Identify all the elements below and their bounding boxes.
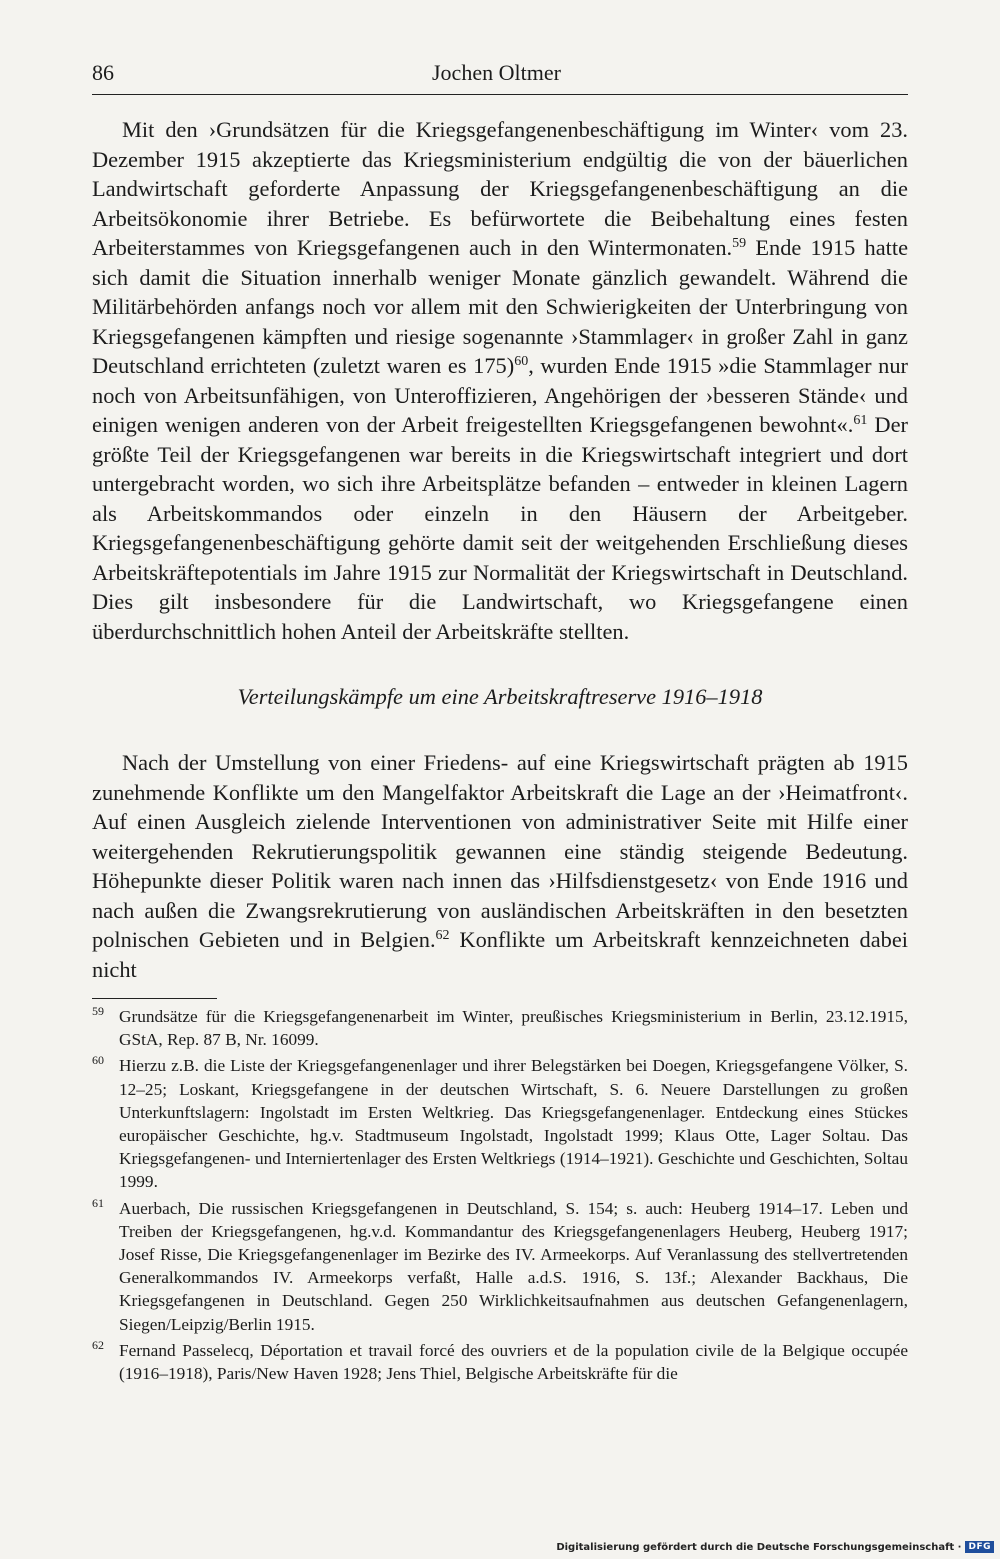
footnote-number: 61 — [92, 1195, 104, 1210]
footnote-reference: 60 — [514, 354, 529, 369]
footnote-divider — [92, 998, 217, 999]
text-run: Mit den ›Grundsätzen für die Kriegsgefangenenbeschäftigung im Winter‹ vom 23. Dezember 1915 akzeptierte das Kriegsministerium endgültig die von der bäuerlichen Landwirtschaft geforderte Anpassung der Kriegsgefangenenbeschäftigung an die Arbeitsökonomie ihrer Betriebe. Es befürwortete die Beibehaltung eines festen Arbeiterstammes von Kriegsgefangenen auch in den Wintermonaten. — [92, 117, 908, 260]
footnote-text: Auerbach, Die russischen Kriegsgefangenen in Deutschland, S. 154; s. auch: Heuberg 1914–17. Leben und Treiben der Kriegsgefangenen, hg.v.d. Kommandantur des Kriegsgefangenenlagers Heuberg, Heuberg 1917; Josef Risse, Die Kriegsgefangenenlager im Bezirke des IV. Armeekorps. Auf Veranlassung des stellvertretenden Generalkommandos IV. Armeekorps verfaßt, Halle a.d.S. 1916, S. 13f.; Alexander Backhaus, Die Kriegsgefangenen in Deutschland. Gegen 250 Wirklichkeitsaufnahmen aus deutschen Gefangenenlagern, Siegen/Leipzig/Berlin 1915. — [119, 1198, 908, 1334]
digitization-notice — [556, 1541, 994, 1553]
page-header — [92, 60, 908, 95]
footnote — [92, 1197, 908, 1336]
footnote-number: 62 — [92, 1337, 104, 1352]
text-run: , wurden Ende 1915 »die Stammlager nur noch von Arbeitsunfähigen, von Unteroffizieren, Angehörigen der ›besseren Stände‹ und einigen wenigen anderen von der Arbeit freigestellten Kriegsgefangenen bewohnt«. — [92, 353, 908, 437]
footnote-reference: 62 — [435, 928, 450, 943]
footnote — [92, 1054, 908, 1193]
page-number: 86 — [92, 60, 114, 85]
section-heading: Verteilungskämpfe um eine Arbeitskraftreserve 1916–1918 — [237, 684, 763, 709]
body-text — [92, 115, 908, 984]
digitization-text: Digitalisierung gefördert durch die Deutsche Forschungsgemeinschaft · — [556, 1541, 962, 1553]
paragraph — [92, 115, 908, 646]
footnote — [92, 1005, 908, 1051]
footnote-text: Grundsätze für die Kriegsgefangenenarbeit im Winter, preußisches Kriegsministerium in Berlin, 23.12.1915, GStA, Rep. 87 B, Nr. 16099. — [119, 1007, 908, 1050]
text-run: Nach der Umstellung von einer Friedens- auf eine Kriegswirtschaft prägten ab 1915 zunehmende Konflikte um den Mangelfaktor Arbeitskraft die Lage an der ›Heimatfront‹. Auf einen Ausgleich zielende Interventionen von administrativer Seite mit Hilfe einer weitergehenden Rekrutierungspolitik gewannen eine ständig steigende Bedeutung. Höhepunkte dieser Politik waren nach innen das ›Hilfsdienstgesetz‹ von Ende 1916 und nach außen die Zwangsrekrutierung von ausländischen Arbeitskräften in den besetzten polnischen Gebieten und in Belgien. — [92, 750, 908, 952]
footnote-number: 60 — [92, 1053, 104, 1068]
footnote-reference: 61 — [853, 413, 868, 428]
paragraph — [92, 748, 908, 984]
footnote — [92, 1339, 908, 1385]
footnote-reference: 59 — [732, 236, 747, 251]
dfg-logo: DFG — [965, 1541, 994, 1553]
text-run: Ende 1915 hatte sich damit die Situation innerhalb weniger Monate gänzlich gewandelt. Während die Militärbehörden anfangs noch vor allem mit den Schwierigkeiten der Unterbringung von Kriegsgefangenen kämpften und riesige sogenannte ›Stammlager‹ in großer Zahl in ganz Deutschland errichteten (zuletzt waren es 175) — [92, 235, 909, 378]
footnote-text: Hierzu z.B. die Liste der Kriegsgefangenenlager und ihrer Belegstärken bei Doegen, Kriegsgefangene Völker, S. 12–25; Loskant, Kriegsgefangene in der deutschen Wirtschaft, S. 6. Neuere Darstellungen zu großen Unterkunftslagern: Ingolstadt im Ersten Weltkrieg. Das Kriegsgefangenenlager. Entdeckung eines Stückes europäischer Geschichte, hg.v. Stadtmuseum Ingolstadt, Ingolstadt 1999; Klaus Otte, Lager Soltau. Das Kriegsgefangenen- und Interniertenlager des Ersten Weltkriegs (1914–1921). Geschichte und Geschichten, Soltau 1999. — [119, 1056, 908, 1192]
book-page — [92, 60, 908, 1388]
footnote-text: Fernand Passelecq, Déportation et travail forcé des ouvriers et de la population civile de la Belgique occupée (1916–1918), Paris/New Haven 1928; Jens Thiel, Belgische Arbeitskräfte für die — [119, 1340, 908, 1384]
footnotes — [92, 1005, 908, 1385]
text-run: Der größte Teil der Kriegsgefangenen war bereits in die Kriegswirtschaft integriert und dort untergebracht worden, wo sich ihre Arbeitsplätze befanden – entweder in kleinen Lagern als Arbeitskommandos oder einzeln in den Häusern der Arbeitgeber. Kriegsgefangenenbeschäftigung gehörte damit seit der weitgehenden Erschließung dieses Arbeitskräftepotentials im Jahre 1915 zur Normalität der Kriegswirtschaft in Deutschland. Dies gilt insbesondere für die Landwirtschaft, wo Kriegsgefangene einen überdurchschnittlich hohen Anteil der Arbeitskräfte stellten. — [92, 412, 908, 644]
text-run: Konflikte um Arbeitskraft kennzeichneten dabei nicht — [92, 927, 908, 982]
running-head: Jochen Oltmer — [432, 60, 561, 85]
footnote-number: 59 — [92, 1004, 104, 1018]
